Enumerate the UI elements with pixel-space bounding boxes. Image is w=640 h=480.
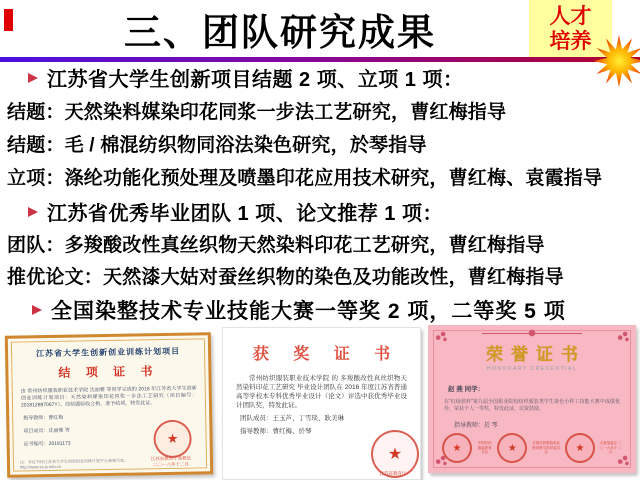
seal-caption: 江苏省教育厅高教处 二〇一八年十二月 [150, 455, 192, 468]
slide-title: 三、团队研究成果 [124, 12, 436, 53]
certificate-subtitle: HONORARY CREDENTIAL [486, 366, 578, 372]
certificate-advisors: 指导教师：曹红梅、於琴 [240, 428, 312, 435]
star-icon: ★ [166, 430, 179, 446]
corner-flourish-icon [434, 331, 448, 343]
body-text: 立项：涤纶功能化预处理及喷墨印花应用技术研究，曹红梅、袁霞指导 [7, 168, 603, 189]
bullet-line [32, 295, 566, 325]
star-icon: ★ [387, 446, 403, 463]
body-text: 推优论文：天然漆大姑对蚕丝织物的染色及功能改性，曹红梅指导 [7, 267, 564, 288]
star-icon: ★ [575, 442, 585, 454]
body-text: 结题：天然染料媒染印花同浆一步法工艺研究，曹红梅指导 [7, 102, 507, 123]
star-icon: ★ [507, 442, 517, 454]
gradient-divider-line [0, 57, 640, 62]
body-line [7, 130, 427, 157]
arrow-bullet-icon [32, 305, 42, 315]
body-line [7, 97, 506, 124]
certificate-body: 常州纺织服装职业技术学院 的 多羧酸改性真丝织物天然染料印花工艺研究 毕业设计团队在 2016 年度江苏省普通高等学校本专科优秀毕业设计（论文）评选中获优秀毕业设计团队奖，特发此证。 [236, 375, 407, 409]
certificate-header: 江苏省大学生创新创业训练计划项目 [36, 346, 181, 359]
official-seal-stamp [565, 433, 595, 463]
certificate-title: 结 项 证 书 [58, 364, 159, 380]
bullet-text: 江苏省大学生创新项目结题 2 项、立项 1 项： [47, 69, 464, 91]
certificate-body: 由 常州纺织服装职业技术学院 沈丽雅 等同学完成的 2018 年江苏省大学生创新创业训练计划项目：天然染料媒染印花同浆一步法工艺研究（项目编号：201812897067Y），经结题验收合格，准予结项，特发此证。 [20, 385, 197, 409]
starburst-icon [593, 35, 640, 87]
seal-row [442, 433, 622, 463]
seal-caption: 大赛组委会 二〇一六年十二月 [599, 441, 622, 455]
certificate-honor [428, 325, 636, 473]
badge-line2: 培养 [549, 30, 592, 53]
certificate-signature: 证书编号：20181173 [23, 440, 71, 448]
certificate-project-completion [5, 332, 213, 478]
body-line [7, 262, 564, 289]
corner-accent-block [4, 9, 13, 31]
seal-caption: 江苏省教育厅 [379, 471, 407, 476]
certificate-signature: 指导教师：曹红梅 [23, 414, 64, 422]
certificate-members: 团队成员：王玉芦、丁雪琰、耿美琳 [240, 415, 344, 422]
certificate-footnote: 注：本证书经江苏省大学生创新创业训练计划平台备案可查。 http://www.ec.js.edu.cn [19, 457, 129, 470]
certificate-body: 在“红绿蓝杯”第九届全国职业院校纺织服装类学生染色小样工技能大赛中成绩优异，荣获个人一等奖，特发此证，以资鼓励。 [444, 399, 620, 412]
body-line [7, 230, 545, 257]
arrow-bullet-icon [28, 73, 38, 83]
body-line [7, 163, 602, 190]
bullet-text: 江苏省优秀毕业团队 1 项、论文推荐 1 项： [47, 203, 443, 225]
certificate-advisor: 指导教师：於 琴 [454, 423, 498, 429]
certificate-title: 获 奖 证 书 [252, 346, 401, 363]
bullet-line [28, 197, 443, 226]
bullet-line [28, 63, 463, 92]
decorative-ornament [482, 329, 582, 337]
certificate-award [222, 327, 421, 480]
badge-line1: 人才 [549, 5, 592, 28]
arrow-bullet-icon [28, 207, 38, 217]
official-seal-stamp [497, 433, 527, 463]
certificate-salutation: 赵 燕 同学： [448, 386, 485, 393]
bullet-text: 全国染整技术专业技能大赛一等奖 2 项，二等奖 5 项 [51, 300, 566, 323]
seal-caption: 全国纺织服装职业教育教学指导委员会 [532, 441, 561, 455]
corner-flourish-icon [616, 331, 630, 343]
official-seal-stamp [442, 433, 472, 463]
star-icon: ★ [452, 442, 462, 454]
certificate-title: 荣誉证书 [486, 345, 586, 364]
body-text: 团队：多羧酸改性真丝织物天然染料印花工艺研究，曹红梅指导 [7, 235, 545, 256]
body-text: 结题：毛 / 棉混纺织物同浴法染色研究，於琴指导 [7, 135, 427, 156]
certificate-signature: 项目成员：沈丽雅 等 [23, 427, 70, 435]
seal-caption: 中国纺织服装教育学会 [477, 441, 492, 455]
